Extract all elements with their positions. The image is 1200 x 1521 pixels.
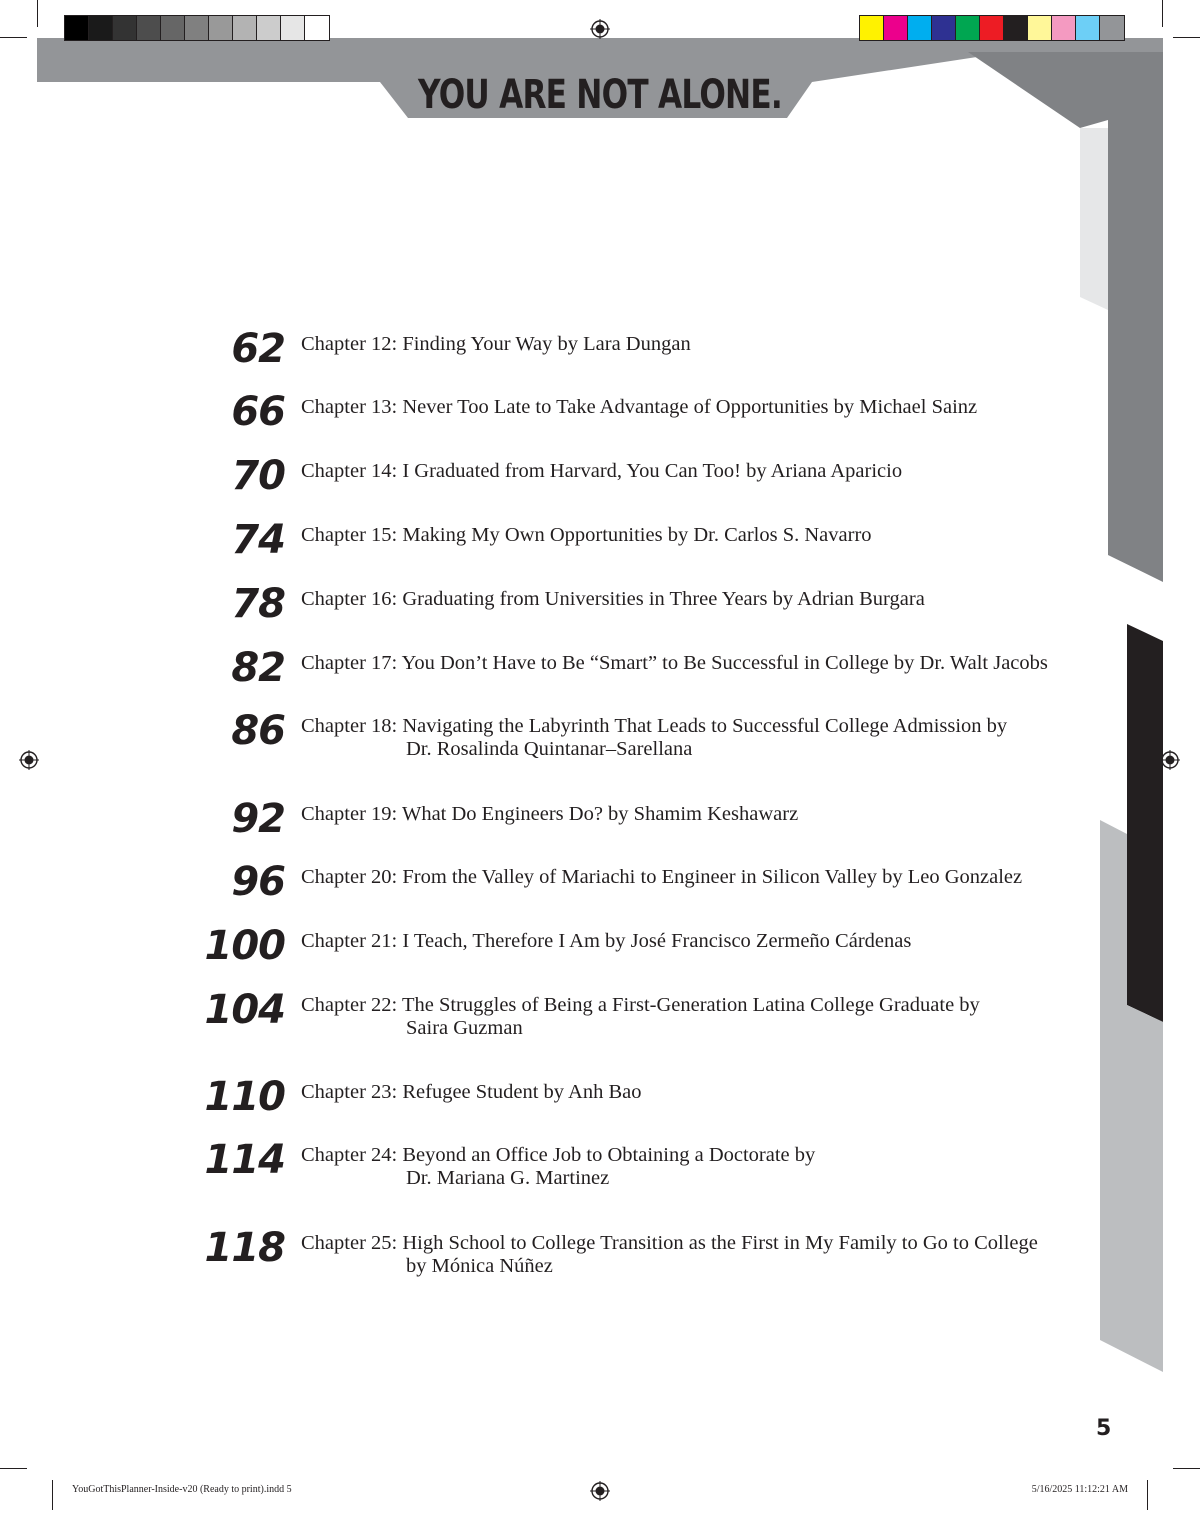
toc-page-number: 92 <box>231 796 285 842</box>
grey-swatch <box>89 16 113 40</box>
toc-chapter-line-continued: by Mónica Núñez <box>406 1255 553 1277</box>
registration-mark-icon <box>590 19 610 39</box>
grey-swatch <box>185 16 209 40</box>
color-swatch-bar <box>859 15 1125 41</box>
crop-mark <box>0 37 27 38</box>
toc-chapter-line-continued: Dr. Mariana G. Martinez <box>406 1167 610 1189</box>
crop-mark <box>1173 37 1200 38</box>
grey-swatch <box>113 16 137 40</box>
color-swatch <box>1004 16 1028 40</box>
toc-chapter-title <box>301 1081 1091 1104</box>
side-strip-light <box>1080 128 1108 310</box>
toc-chapter-title <box>301 460 1091 483</box>
toc-page-number: 118 <box>204 1225 285 1271</box>
side-tab-black <box>1127 624 1163 1022</box>
toc-chapter-title <box>301 652 1091 675</box>
registration-mark-icon <box>19 750 39 770</box>
toc-chapter-title <box>301 396 1091 419</box>
toc-page-number: 70 <box>231 453 285 499</box>
toc-page-number: 96 <box>231 859 285 905</box>
toc-chapter-title <box>301 715 1091 761</box>
toc-page-number: 74 <box>231 517 285 563</box>
color-swatch <box>932 16 956 40</box>
grey-swatch <box>305 16 329 40</box>
toc-page-number: 100 <box>204 923 285 969</box>
toc-page-number: 114 <box>204 1137 285 1183</box>
page-number: 5 <box>1096 1416 1112 1441</box>
crop-mark <box>1173 1468 1200 1469</box>
toc-chapter-line: Chapter 18: Navigating the Labyrinth That Leads to Successful College Admission by <box>301 715 1008 737</box>
toc-chapter-title <box>301 930 1091 953</box>
toc-chapter-title <box>301 524 1091 547</box>
crop-mark <box>1147 1480 1148 1510</box>
grey-swatch <box>137 16 161 40</box>
toc-page-number: 78 <box>231 581 285 627</box>
toc-chapter-line: Chapter 22: The Struggles of Being a First-Generation Latina College Graduate by <box>301 994 980 1016</box>
toc-page-number: 110 <box>204 1074 285 1120</box>
crop-mark <box>52 1480 53 1510</box>
color-swatch <box>908 16 932 40</box>
grey-swatch <box>161 16 185 40</box>
toc-chapter-line: Chapter 24: Beyond an Office Job to Obtaining a Doctorate by <box>301 1144 816 1166</box>
toc-chapter-line: Chapter 20: From the Valley of Mariachi to Engineer in Silicon Valley by Leo Gonzalez <box>301 866 1023 888</box>
grey-swatch-bar <box>64 15 330 41</box>
slug-timestamp: 5/16/2025 11:12:21 AM <box>1031 1484 1128 1495</box>
color-swatch <box>1076 16 1100 40</box>
header-wedge <box>968 52 1163 582</box>
toc-chapter-line: Chapter 21: I Teach, Therefore I Am by José Francisco Zermeño Cárdenas <box>301 930 912 952</box>
grey-swatch <box>257 16 281 40</box>
toc-chapter-title <box>301 1144 1091 1190</box>
toc-chapter-title <box>301 803 1091 826</box>
toc-chapter-line: Chapter 19: What Do Engineers Do? by Shamim Keshawarz <box>301 803 799 825</box>
grey-swatch <box>233 16 257 40</box>
toc-chapter-title <box>301 333 1091 356</box>
registration-mark-icon <box>1160 750 1180 770</box>
toc-chapter-line: Chapter 25: High School to College Transition as the First in My Family to Go to College <box>301 1232 1038 1254</box>
registration-mark-icon <box>590 1481 610 1501</box>
toc-page-number: 62 <box>231 326 285 372</box>
toc-chapter-line: Chapter 13: Never Too Late to Take Advantage of Opportunities by Michael Sainz <box>301 396 978 418</box>
toc-chapter-line: Chapter 17: You Don’t Have to Be “Smart” to Be Successful in College by Dr. Walt Jacobs <box>301 652 1048 674</box>
crop-mark <box>0 1468 27 1469</box>
color-swatch <box>860 16 884 40</box>
toc-chapter-line-continued: Saira Guzman <box>406 1017 523 1039</box>
toc-page-number: 104 <box>204 987 285 1033</box>
slug-filename: YouGotThisPlanner-Inside-v20 (Ready to print).indd 5 <box>72 1484 292 1495</box>
color-swatch <box>980 16 1004 40</box>
toc-chapter-line: Chapter 16: Graduating from Universities in Three Years by Adrian Burgara <box>301 588 925 610</box>
grey-swatch <box>209 16 233 40</box>
toc-chapter-title <box>301 994 1091 1040</box>
toc-chapter-title <box>301 866 1091 889</box>
color-swatch <box>1052 16 1076 40</box>
toc-page-number: 82 <box>231 645 285 691</box>
crop-mark <box>37 0 38 27</box>
color-swatch <box>1100 16 1124 40</box>
toc-chapter-line: Chapter 12: Finding Your Way by Lara Dungan <box>301 333 691 355</box>
grey-swatch <box>281 16 305 40</box>
crop-mark <box>1162 0 1163 27</box>
toc-chapter-line-continued: Dr. Rosalinda Quintanar–Sarellana <box>406 738 693 760</box>
color-swatch <box>1028 16 1052 40</box>
color-swatch <box>956 16 980 40</box>
toc-chapter-title <box>301 1232 1091 1278</box>
toc-chapter-line: Chapter 14: I Graduated from Harvard, You Can Too! by Ariana Aparicio <box>301 460 903 482</box>
toc-page-number: 86 <box>231 708 285 754</box>
page-title: YOU ARE NOT ALONE. <box>417 72 782 118</box>
toc-chapter-line: Chapter 23: Refugee Student by Anh Bao <box>301 1081 642 1103</box>
color-swatch <box>884 16 908 40</box>
toc-chapter-title <box>301 588 1091 611</box>
grey-swatch <box>65 16 89 40</box>
toc-page-number: 66 <box>231 389 285 435</box>
toc-chapter-line: Chapter 15: Making My Own Opportunities by Dr. Carlos S. Navarro <box>301 524 872 546</box>
